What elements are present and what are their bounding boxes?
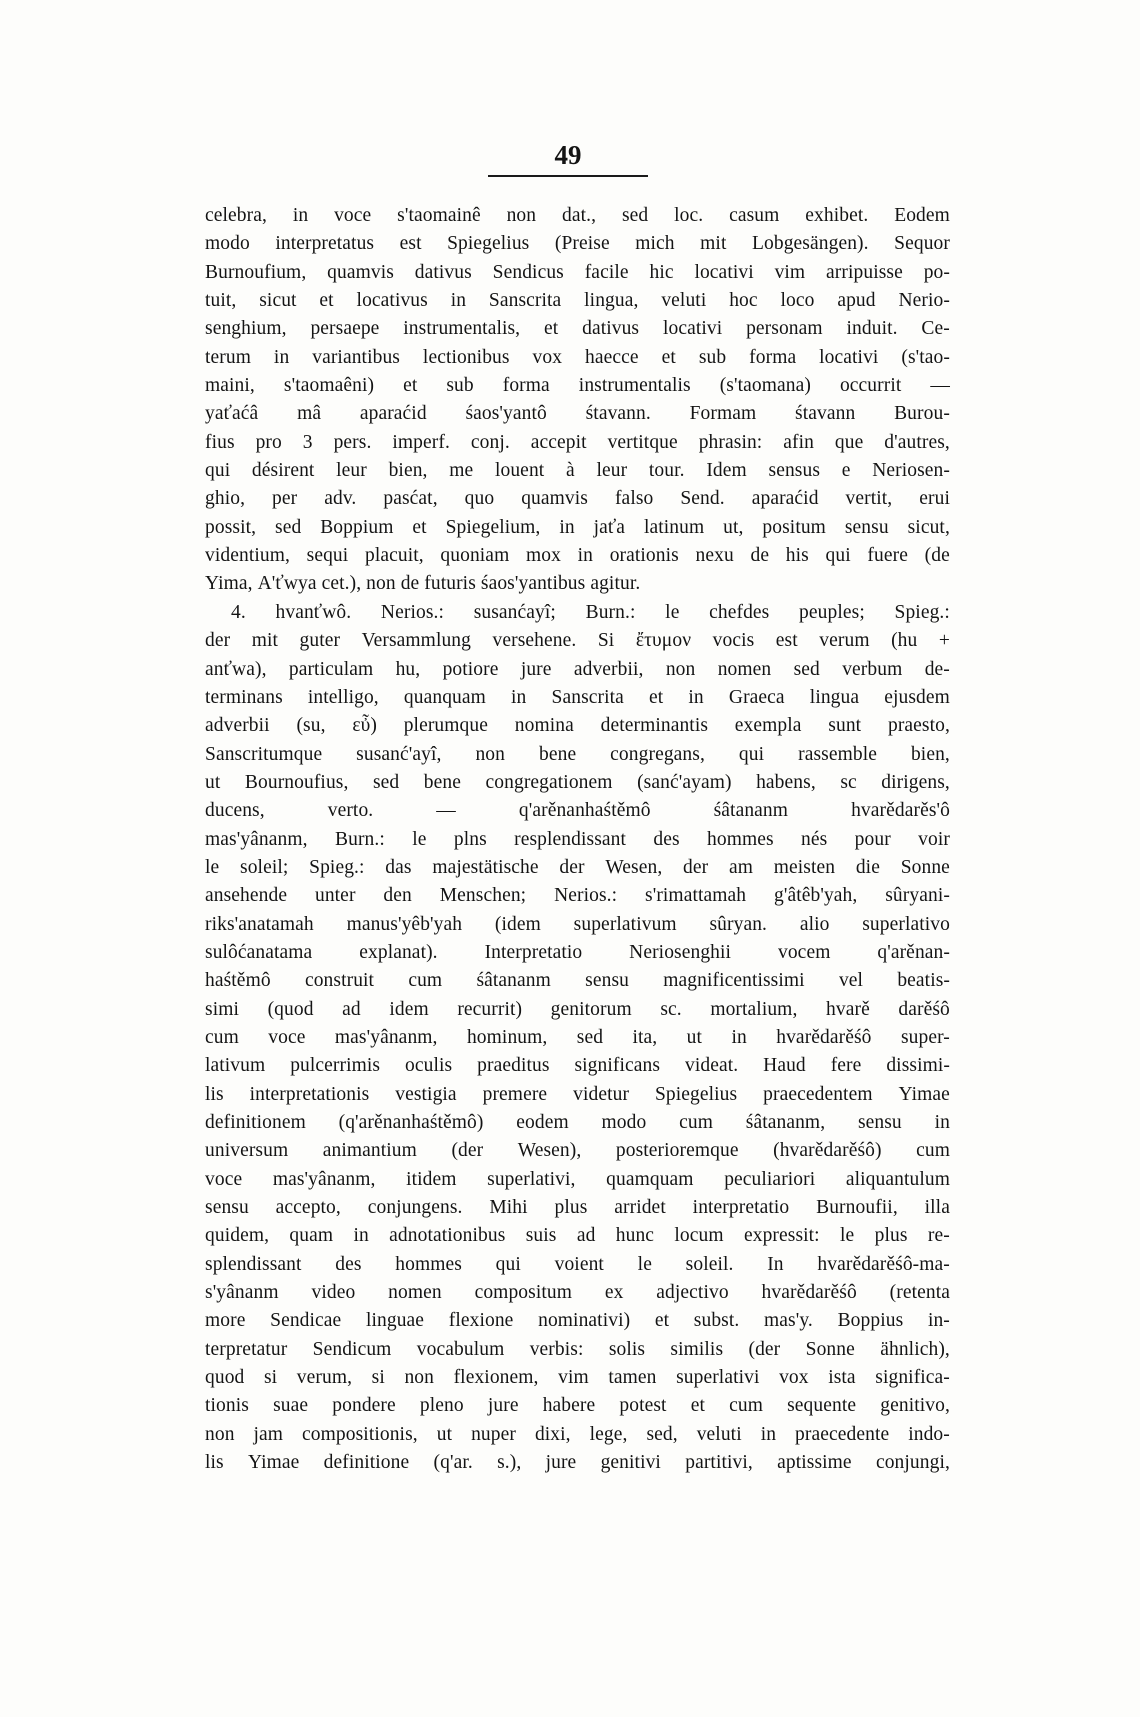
text-line: quidem, quam in adnotationibus suis ad hunc locum expressit: le plus re- xyxy=(205,1225,950,1247)
text-line: yaťaćâ mâ aparaćid śaos'yantô śtavann. Formam śtavann Burou- xyxy=(205,403,950,425)
text-line: der mit guter Versammlung versehene. Si ἔτυμον vocis est verum (hu + xyxy=(205,630,950,652)
text-line: haśtěmô construit cum śâtananm sensu magnificentissimi vel beatis- xyxy=(205,970,950,992)
text-line: non jam compositionis, ut nuper dixi, lege, sed, veluti in praecedente indo- xyxy=(205,1423,950,1445)
text-line: lis interpretationis vestigia premere videtur Spiegelius praecedentem Yimae xyxy=(205,1083,950,1105)
text-line: le soleil; Spieg.: das majestätische der Wesen, der am meisten die Sonne xyxy=(205,856,950,878)
text-line: terum in variantibus lectionibus vox haecce et sub forma locativi (s'tao- xyxy=(205,346,950,368)
text-line: definitionem (q'arěnanhaśtěmô) eodem modo cum śâtananm, sensu in xyxy=(205,1112,950,1133)
text-line: voce mas'yânanm, itidem superlativi, quamquam peculiariori aliquantulum xyxy=(205,1168,950,1190)
text-line: Sanscritumque susanć'ayî, non bene congregans, qui rassemble bien, xyxy=(205,743,950,765)
text-line: simi (quod ad idem recurrit) genitorum sc. mortalium, hvarě darěśô xyxy=(205,998,950,1020)
text-line: maini, s'taomaêni) et sub forma instrumentalis (s'taomana) occurrit — xyxy=(205,375,950,397)
text-line: celebra, in voce s'taomainê non dat., sed loc. casum exhibet. Eodem xyxy=(205,205,950,226)
text-line: ansehende unter den Menschen; Nerios.: s'rimattamah g'âtêb'yah, sûryani- xyxy=(205,885,950,907)
text-line: lis Yimae definitione (q'ar. s.), jure genitivi partitivi, aptissime conjungi, xyxy=(205,1452,950,1474)
text-line: more Sendicae linguae flexione nominativi) et subst. mas'y. Boppius in- xyxy=(205,1310,950,1332)
text-line: adverbii (su, εὖ) plerumque nomina determinantis exempla sunt praesto, xyxy=(205,715,950,737)
text-line: splendissant des hommes qui voient le soleil. In hvarědarěśô-ma- xyxy=(205,1253,950,1275)
text-line: modo interpretatus est Spiegelius (Preise mich mit Lobgesängen). Sequor xyxy=(205,233,950,255)
text-line: mas'yânanm, Burn.: le plns resplendissant des hommes nés pour voir xyxy=(205,828,950,850)
text-line: riks'anatamah manus'yêb'yah (idem superlativum sûryan. alio superlativo xyxy=(205,913,950,935)
text-line: quod si verum, si non flexionem, vim tamen superlativi vox ista significa- xyxy=(205,1367,950,1389)
text-line: ghio, per adv. pasćat, quo quamvis falso Send. aparaćid vertit, erui xyxy=(205,488,950,510)
text-line: Yima, A'ťwya cet.), non de futuris śaos'yantibus agitur. xyxy=(205,573,641,595)
text-line: tionis suae pondere pleno jure habere potest et cum sequente genitivo, xyxy=(205,1395,950,1417)
text-line: cum voce mas'yânanm, hominum, sed ita, ut in hvarědarěśô super- xyxy=(205,1026,950,1048)
text-line: ut Bournoufius, sed bene congregationem (sanć'ayam) habens, sc dirigens, xyxy=(205,771,950,793)
text-line: 4. hvanťwô. Nerios.: susanćayî; Burn.: le chefdes peuples; Spieg.: xyxy=(231,601,950,623)
text-line: s'yânanm video nomen compositum ex adjectivo hvarědarěśô (retenta xyxy=(205,1282,950,1304)
text-line: qui désirent leur bien, me louent à leur tour. Idem sensus e Neriosen- xyxy=(205,460,950,482)
text-line: Burnoufium, quamvis dativus Sendicus facile hic locativi vim arripuisse po- xyxy=(205,261,950,283)
text-line: ducens, verto. — q'arěnanhaśtěmô śâtananm hvarědarěs'ô xyxy=(205,800,950,822)
text-line: lativum pulcerrimis oculis praeditus significans videat. Haud fere dissimi- xyxy=(205,1055,950,1077)
text-line: possit, sed Boppium et Spiegelium, in jaťa latinum ut, positum sensu sicut, xyxy=(205,516,950,538)
text-line: sensu accepto, conjungens. Mihi plus arridet interpretatio Burnoufii, illa xyxy=(205,1197,950,1219)
text-line: tuit, sicut et locativus in Sanscrita lingua, veluti hoc loco apud Nerio- xyxy=(205,290,950,312)
text-line: senghium, persaepe instrumentalis, et dativus locativi personam induit. Ce- xyxy=(205,318,950,340)
text-line: fius pro 3 pers. imperf. conj. accepit vertitque phrasin: afin que d'autres, xyxy=(205,431,950,453)
body-text xyxy=(205,202,950,1477)
text-line: sulôćanatama explanat). Interpretatio Neriosenghii vocem q'arěnan- xyxy=(205,941,950,963)
text-line: terpretatur Sendicum vocabulum verbis: solis similis (der Sonne ähnlich), xyxy=(205,1338,950,1360)
text-line: videntium, sequi placuit, quoniam mox in orationis nexu de his qui fuere (de xyxy=(205,545,950,567)
text-line: terminans intelligo, quanquam in Sanscrita et in Graeca lingua ejusdem xyxy=(205,686,950,708)
text-line: anťwa), particulam hu, potiore jure adverbii, non nomen sed verbum de- xyxy=(205,658,950,680)
page-number: 49 xyxy=(488,140,648,177)
text-line: universum animantium (der Wesen), posterioremque (hvarědarěśô) cum xyxy=(205,1140,950,1162)
